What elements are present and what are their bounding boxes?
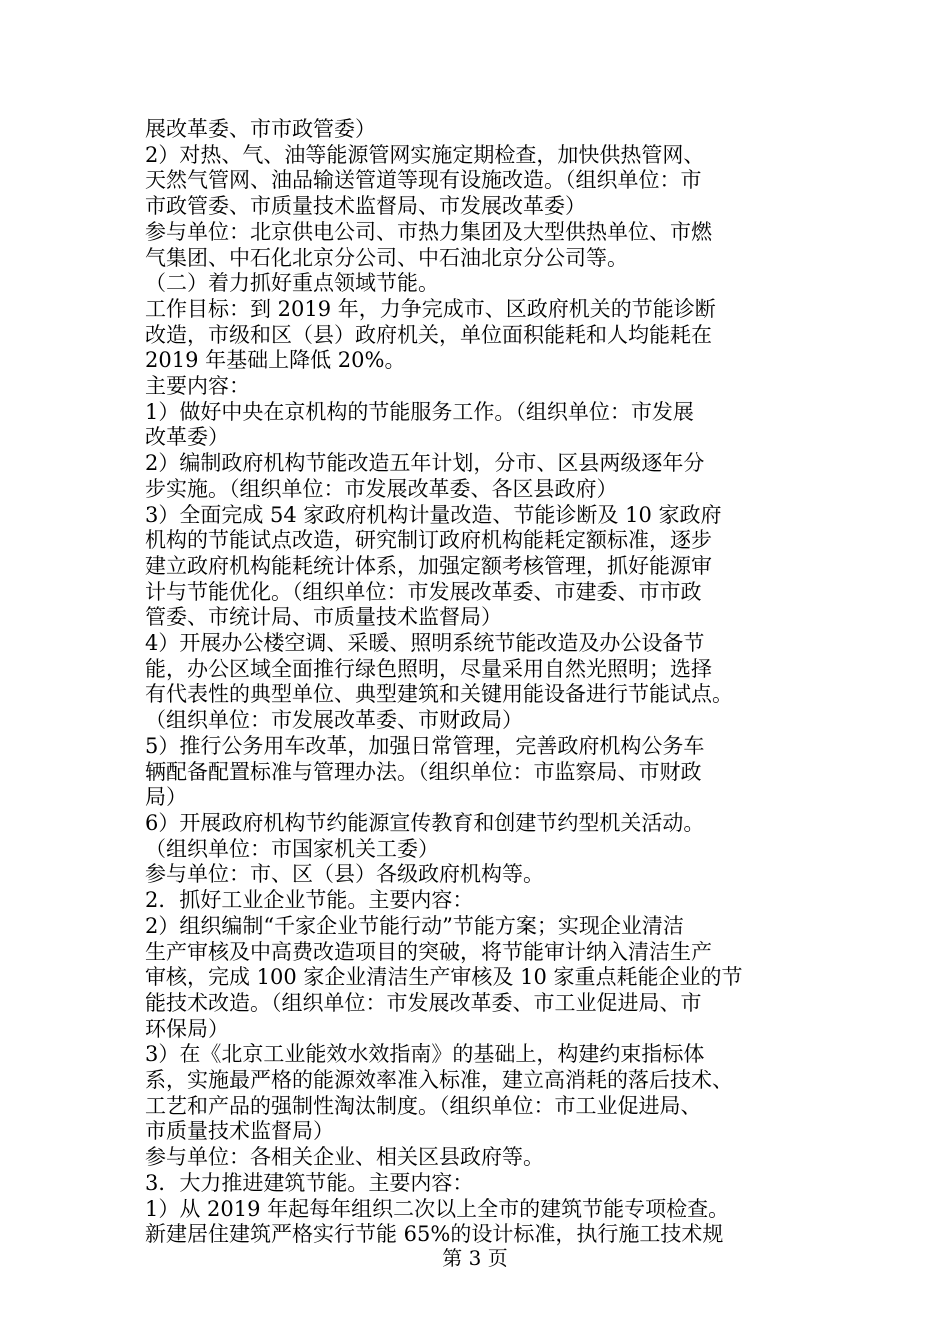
text-line: 市质量技术监督局）: [145, 1119, 334, 1144]
text-line: 步实施。（组织单位：市发展改革委、各区县政府）: [145, 476, 618, 501]
text-line: 改造，市级和区（县）政府机关，单位面积能耗和人均能耗在: [145, 322, 712, 347]
text-line: 1）做好中央在京机构的节能服务工作。（组织单位：市发展: [145, 399, 694, 424]
text-line: 能，办公区域全面推行绿色照明，尽量采用自然光照明；选择: [145, 656, 712, 681]
text-line: 3）在《北京工业能效水效指南》的基础上，构建约束指标体: [145, 1042, 705, 1067]
text-line: 2019 年基础上降低 20%。: [145, 348, 406, 373]
text-line: 改革委）: [145, 425, 229, 450]
text-line: 2）编制政府机构节能改造五年计划，分市、区县两级逐年分: [145, 451, 705, 476]
text-line: 1）从 2019 年起每年组织二次以上全市的建筑节能专项检查。: [145, 1196, 730, 1221]
text-line: 市政管委、市质量技术监督局、市发展改革委）: [145, 194, 586, 219]
text-line: 环保局）: [145, 1016, 229, 1041]
text-line: 天然气管网、油品输送管道等现有设施改造。（组织单位：市: [145, 168, 702, 193]
text-line: 3．大力推进建筑节能。主要内容：: [145, 1170, 474, 1195]
text-line: 气集团、中石化北京分公司、中石油北京分公司等。: [145, 245, 628, 270]
text-line: 参与单位：各相关企业、相关区县政府等。: [145, 1145, 544, 1170]
text-line: 工艺和产品的强制性淘汰制度。（组织单位：市工业促进局、: [145, 1093, 702, 1118]
text-line: 参与单位：北京供电公司、市热力集团及大型供热单位、市燃: [145, 219, 712, 244]
text-line: 3）全面完成 54 家政府机构计量改造、节能诊断及 10 家政府: [145, 502, 722, 527]
text-line: 2）对热、气、油等能源管网实施定期检查，加快供热管网、: [145, 142, 705, 167]
text-line: 管委、市统计局、市质量技术监督局）: [145, 605, 502, 630]
page-number: 第 3 页: [442, 1246, 508, 1270]
text-line: 辆配备配置标准与管理办法。（组织单位：市监察局、市财政: [145, 759, 702, 784]
text-line: 审核，完成 100 家企业清洁生产审核及 10 家重点耗能企业的节: [145, 965, 743, 990]
text-line: 展改革委、市市政管委）: [145, 117, 376, 141]
text-line: 6）开展政府机构节约能源宣传教育和创建节约型机关活动。: [145, 810, 705, 835]
text-line: 新建居住建筑严格实行节能 65%的设计标准，执行施工技术规: [145, 1222, 724, 1247]
text-line: 局）: [145, 785, 187, 810]
text-line: 建立政府机构能耗统计体系，加强定额考核管理，抓好能源审: [145, 553, 712, 578]
text-line: 2．抓好工业企业节能。主要内容：: [145, 888, 474, 913]
text-line: 有代表性的典型单位、典型建筑和关键用能设备进行节能试点。: [145, 682, 733, 707]
text-line: （二）着力抓好重点领域节能。: [145, 271, 439, 296]
text-line: 参与单位：市、区（县）各级政府机构等。: [145, 862, 544, 887]
text-line: 工作目标：到 2019 年，力争完成市、区政府机关的节能诊断: [145, 296, 716, 321]
text-line: （组织单位：市国家机关工委）: [145, 836, 439, 861]
text-line: （组织单位：市发展改革委、市财政局）: [145, 708, 523, 733]
text-line: 机构的节能试点改造，研究制订政府机构能耗定额标准，逐步: [145, 528, 712, 553]
text-line: 能技术改造。（组织单位：市发展改革委、市工业促进局、市: [145, 990, 702, 1015]
text-line: 计与节能优化。（组织单位：市发展改革委、市建委、市市政: [145, 579, 702, 604]
text-line: 2）组织编制“千家企业节能行动”节能方案；实现企业清洁: [145, 913, 684, 938]
text-line: 主要内容：: [145, 374, 250, 399]
text-line: 5）推行公务用车改革，加强日常管理，完善政府机构公务车: [145, 733, 705, 758]
text-line: 生产审核及中高费改造项目的突破，将节能审计纳入清洁生产: [145, 939, 712, 964]
document-body: [145, 117, 810, 1248]
text-line: 系，实施最严格的能源效率准入标准，建立高消耗的落后技术、: [145, 1068, 733, 1093]
text-line: 4）开展办公楼空调、采暖、照明系统节能改造及办公设备节: [145, 631, 705, 656]
